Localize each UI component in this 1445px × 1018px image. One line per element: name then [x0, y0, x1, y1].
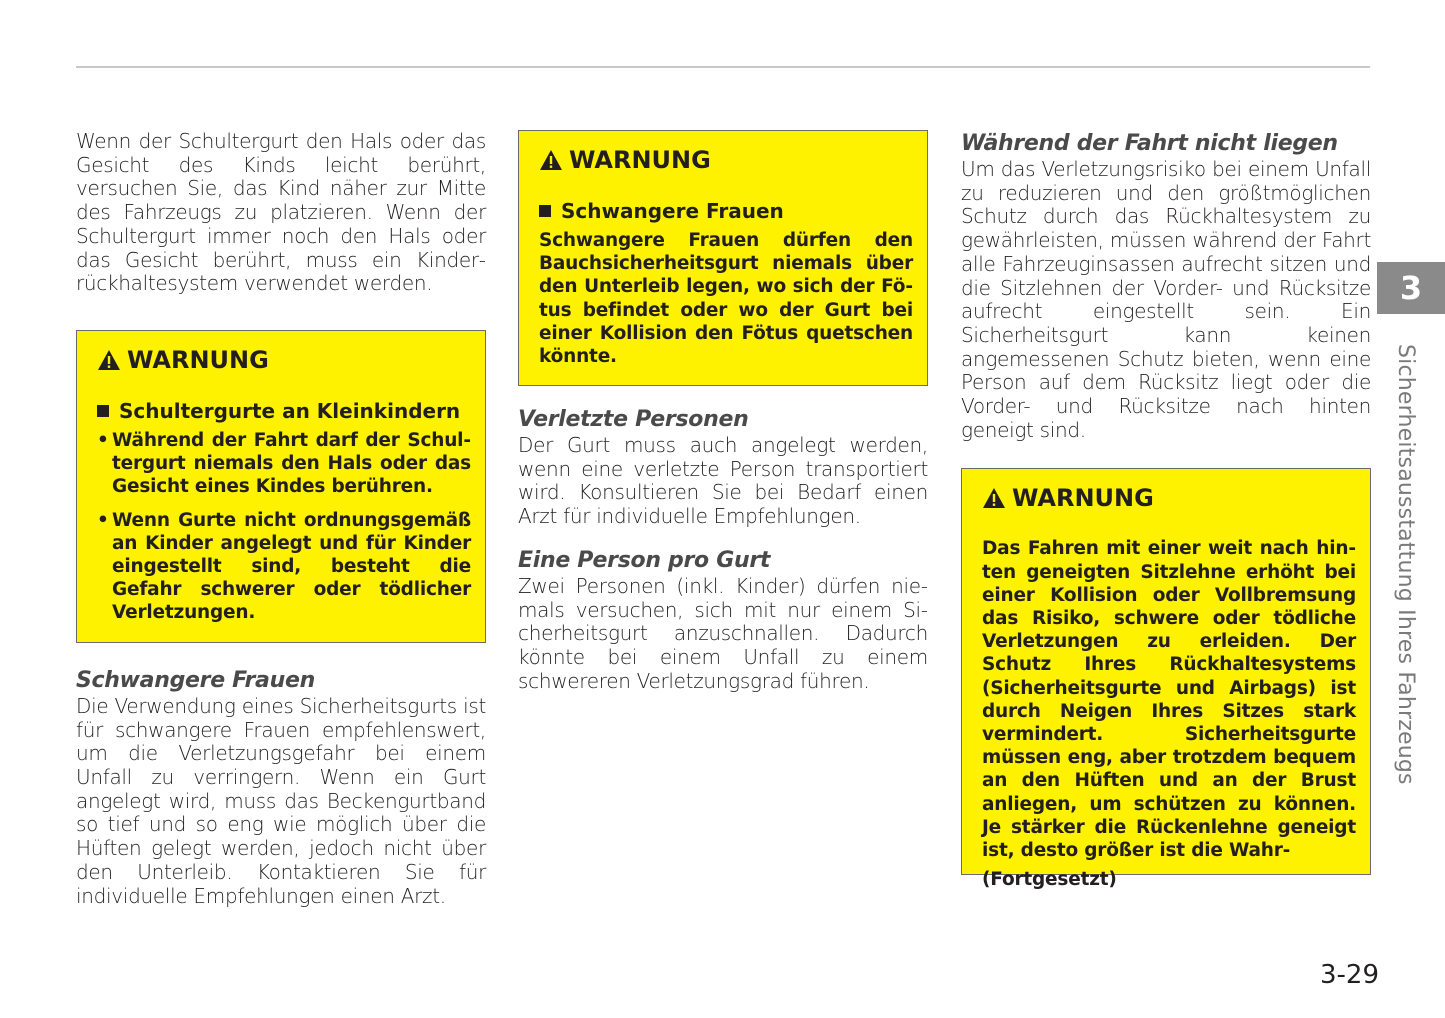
warning-list-item: • Wenn Gurte nicht ordnungsgemäß an Kinder angelegt und für Kinder eingestellt sind, besteht die Gefahr schwerer oder tödlicher Verletzungen. [97, 509, 471, 625]
warning-triangle-icon [539, 149, 563, 171]
header-rule [76, 66, 1370, 68]
warning-list [97, 429, 471, 625]
warning-triangle-icon [982, 487, 1006, 509]
section-title-no-lying: Während der Fahrt nicht liegen [961, 131, 1338, 156]
continued-note: (Fortgesetzt) [982, 869, 1117, 891]
section-title-injured-persons: Verletzte Personen [518, 407, 749, 432]
warning-heading: Schwangere Frauen [539, 197, 913, 225]
warning-box-pregnant-women [518, 130, 928, 386]
warning-title: WARNUNG [97, 343, 471, 377]
warning-triangle-icon [97, 349, 121, 371]
warning-box-shoulder-belt [76, 330, 486, 643]
section-text-injured-persons: Der Gurt muss auch angelegt werden, wenn eine verletzte Person transportiert wird. Konsultieren Sie bei Bedarf einen Arzt für individuelle Empfehlungen. [518, 433, 928, 529]
section-text-one-person-per-belt: Zwei Personen (inkl. Kinder) dürfen niemals versuchen, sich mit nur einem Sicherheitsgurt anzuschnallen. Dadurch könnte bei einem Unfall zu einem schwereren Verletzungsgrad führen. [518, 573, 928, 693]
chapter-label: Sicherheitsausstattung Ihres Fahrzeugs [1393, 344, 1418, 785]
warning-text: Das Fahren mit einer weit nach hinten geneigten Sitzlehne erhöht bei einer Kollision oder Vollbremsung das Risiko, schwere oder tödliche Verletzungen zu erleiden. Der Schutz Ihres Rückhaltesystems (Sicherheitsgurte und Airbags) ist durch Neigen Ihres Sitzes stark vermindert. Sicherheitsgurte müssen eng, aber trotzdem bequem an den Hüften und an der Brust anliegen, um schützen zu können. Je stärker die Rückenlehne geneigt ist, desto größer ist die Wahr- [982, 538, 1356, 862]
column-2 [518, 130, 928, 693]
intro-paragraph: Wenn der Schultergurt den Hals oder das Gesicht des Kinds leicht berührt, versuchen Sie, das Kind näher zur Mitte des Fahrzeugs zu platzieren. Wenn der Schultergurt immer noch den Hals oder das Gesicht berührt, muss ein Kinderrückhaltesystem verwendet werden. [76, 129, 486, 296]
section-text-pregnant-women: Die Verwendung eines Sicherheitsgurts ist für schwangere Frauen empfehlenswert, um die Verletzungsgefahr bei einem Unfall zu verringern. Wenn ein Gurt angelegt wird, muss das Beckengurtband so tief und so eng wie möglich über die Hüften gelegt werden, jedoch nicht über den Unterleib. Kontaktieren Sie für individuelle Empfehlungen einen Arzt. [76, 693, 486, 908]
square-bullet-icon [97, 405, 109, 417]
column-3 [961, 130, 1371, 891]
warning-list-item: • Während der Fahrt darf der Schultergurt niemals den Hals oder das Gesicht eines Kindes berühren. [97, 429, 471, 499]
section-text-no-lying: Um das Verletzungsrisiko bei einem Unfall zu reduzieren und den größtmöglichen Schutz durch das Rückhaltesystem zu gewährleisten, müssen während der Fahrt alle Fahrzeuginsassen aufrecht sitzen und die Sitzlehnen der Vorder- und Rücksitze aufrecht eingestellt sein. Ein Sicherheitsgurt kann keinen angemessenen Schutz bieten, wenn eine Person auf dem Rücksitz liegt oder die Vorder- und Rücksitze nach hinten geneigt sind. [961, 157, 1371, 442]
page-number: 3-29 [1320, 960, 1380, 990]
section-title-pregnant-women: Schwangere Frauen [76, 667, 315, 693]
chapter-tab: 3 [1377, 262, 1445, 314]
warning-title: WARNUNG [982, 481, 1356, 515]
warning-text: Schwangere Frauen dürfen den Bauchsicherheitsgurt niemals über den Unterleib legen, wo sich der Fötus befindet oder wo der Gurt bei einer Kollision den Fötus quetschen könnte. [539, 230, 913, 368]
warning-title: WARNUNG [539, 143, 913, 177]
column-1 [76, 130, 486, 908]
warning-heading: Schultergurte an Kleinkindern [97, 397, 471, 425]
square-bullet-icon [539, 205, 551, 217]
warning-box-reclined-seat [961, 468, 1371, 891]
section-title-one-person-per-belt: Eine Person pro Gurt [518, 547, 771, 573]
